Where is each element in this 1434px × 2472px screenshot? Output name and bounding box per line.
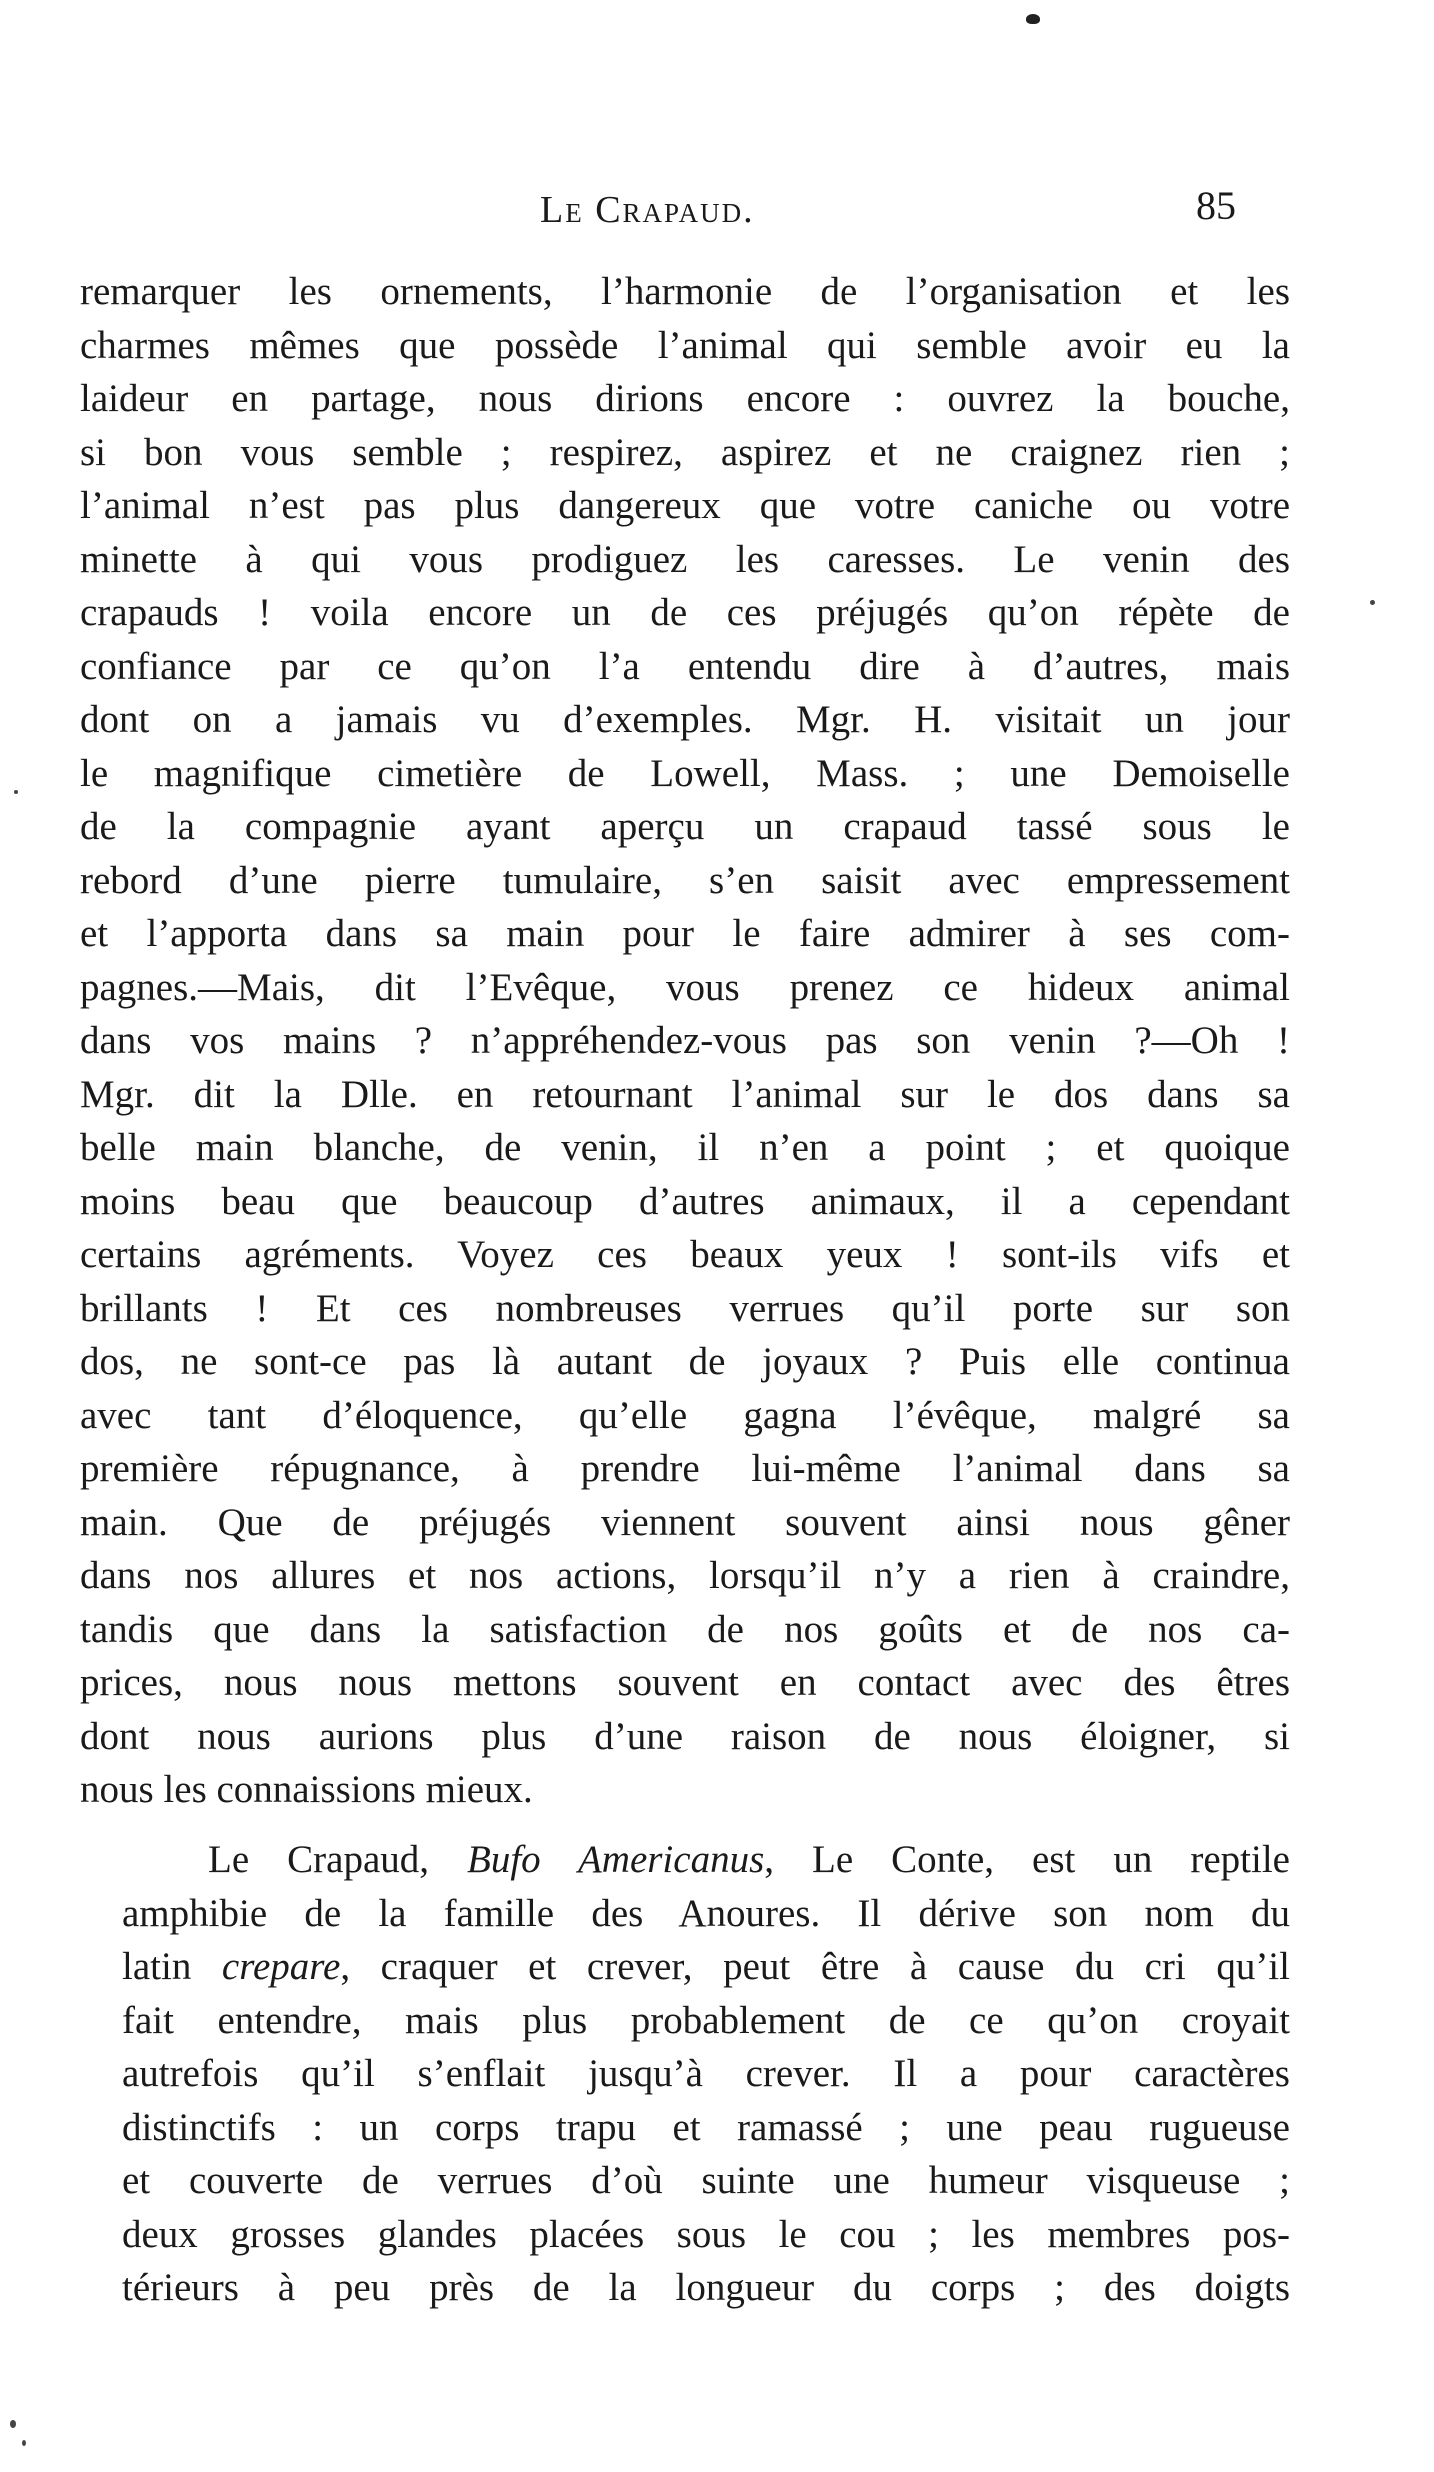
paragraph-2 (122, 1833, 1290, 2315)
text-line: minette à qui vous prodiguez les caresses. Le venin des (80, 537, 1290, 581)
ink-mark (1026, 14, 1040, 24)
text-line: dos, ne sont-ce pas là autant de joyaux ? Puis elle continua (80, 1340, 1290, 1383)
text-line: deux grosses glandes placées sous le cou ; les membres pos- (122, 2212, 1290, 2256)
paragraph-1 (80, 265, 1290, 1817)
text-run: latin (122, 1945, 222, 1988)
text-line: remarquer les ornements, l’harmonie de l’organisation et les (80, 270, 1290, 313)
text-line: crapauds ! voila encore un de ces préjugés qu’on répète de (80, 591, 1290, 634)
text-line: le magnifique cimetière de Lowell, Mass. ; une Demoiselle (80, 751, 1290, 795)
text-line: si bon vous semble ; respirez, aspirez et ne craignez rien ; (80, 430, 1290, 474)
text-line: dans vos mains ? n’appréhendez-vous pas son venin ?—Oh ! (80, 1019, 1290, 1062)
page-number: 85 (1196, 183, 1236, 228)
text-line: distinctifs : un corps trapu et ramassé ; une peau rugueuse (122, 2105, 1290, 2149)
text-line: fait entendre, mais plus probablement de ce qu’on croyait (122, 1998, 1290, 2042)
text-line: l’animal n’est pas plus dangereux que votre caniche ou votre (80, 484, 1290, 527)
running-title: Le Crapaud. (540, 189, 755, 231)
text-line: première répugnance, à prendre lui-même l’animal dans sa (80, 1447, 1290, 1490)
paper-speck (10, 2420, 16, 2428)
text-line: certains agréments. Voyez ces beaux yeux ! sont-ils vifs et (80, 1233, 1290, 1276)
text-line: avec tant d’éloquence, qu’elle gagna l’évêque, malgré sa (80, 1393, 1290, 1437)
text-line: belle main blanche, de venin, il n’en a point ; et quoique (80, 1126, 1290, 1169)
text-line: dont on a jamais vu d’exemples. Mgr. H. visitait un jour (80, 698, 1290, 741)
text-line: prices, nous nous mettons souvent en contact avec des êtres (80, 1661, 1290, 1704)
paper-speck (1370, 600, 1375, 605)
text-line: dans nos allures et nos actions, lorsqu’il n’y a rien à craindre, (80, 1554, 1290, 1597)
text-line (122, 1833, 1290, 1887)
species-name: Bufo Americanus (467, 1838, 765, 1881)
text-run: , craquer et crever, peut être à cause du cri qu’il (340, 1945, 1290, 1988)
text-line (122, 1940, 1290, 1994)
text-line: et l’apporta dans sa main pour le faire admirer à ses com- (80, 912, 1290, 955)
text-line: térieurs à peu près de la longueur du corps ; des doigts (122, 2266, 1290, 2309)
text-line: nous les connaissions mieux. (80, 1768, 533, 1811)
paper-speck (22, 2440, 26, 2446)
text-line: main. Que de préjugés viennent souvent ainsi nous gêner (80, 1500, 1290, 1544)
text-line: pagnes.—Mais, dit l’Evêque, vous prenez ce hideux animal (80, 965, 1290, 1009)
text-run: , Le Conte, est un reptile (764, 1838, 1290, 1881)
paper-speck (14, 790, 18, 794)
text-line: laideur en partage, nous dirions encore : ouvrez la bouche, (80, 377, 1290, 420)
text-line: dont nous aurions plus d’une raison de nous éloigner, si (80, 1714, 1290, 1758)
text-line: Mgr. dit la Dlle. en retournant l’animal sur le dos dans sa (80, 1072, 1290, 1116)
text-line: et couverte de verrues d’où suinte une humeur visqueuse ; (122, 2159, 1290, 2202)
text-line: autrefois qu’il s’enflait jusqu’à crever. Il a pour caractères (122, 2052, 1290, 2095)
text-line: tandis que dans la satisfaction de nos goûts et de nos ca- (80, 1607, 1290, 1651)
text-run: Le Crapaud, (208, 1838, 467, 1881)
text-line: charmes mêmes que possède l’animal qui semble avoir eu la (80, 323, 1290, 367)
latin-term: crepare (221, 1945, 341, 1988)
text-line: rebord d’une pierre tumulaire, s’en saisit avec empressement (80, 858, 1290, 902)
text-line: moins beau que beaucoup d’autres animaux, il a cependant (80, 1179, 1290, 1223)
text-line: confiance par ce qu’on l’a entendu dire à d’autres, mais (80, 644, 1290, 688)
text-line: de la compagnie ayant aperçu un crapaud tassé sous le (80, 805, 1290, 848)
text-line: brillants ! Et ces nombreuses verrues qu’il porte sur son (80, 1286, 1290, 1330)
text-line: amphibie de la famille des Anoures. Il dérive son nom du (122, 1891, 1290, 1935)
